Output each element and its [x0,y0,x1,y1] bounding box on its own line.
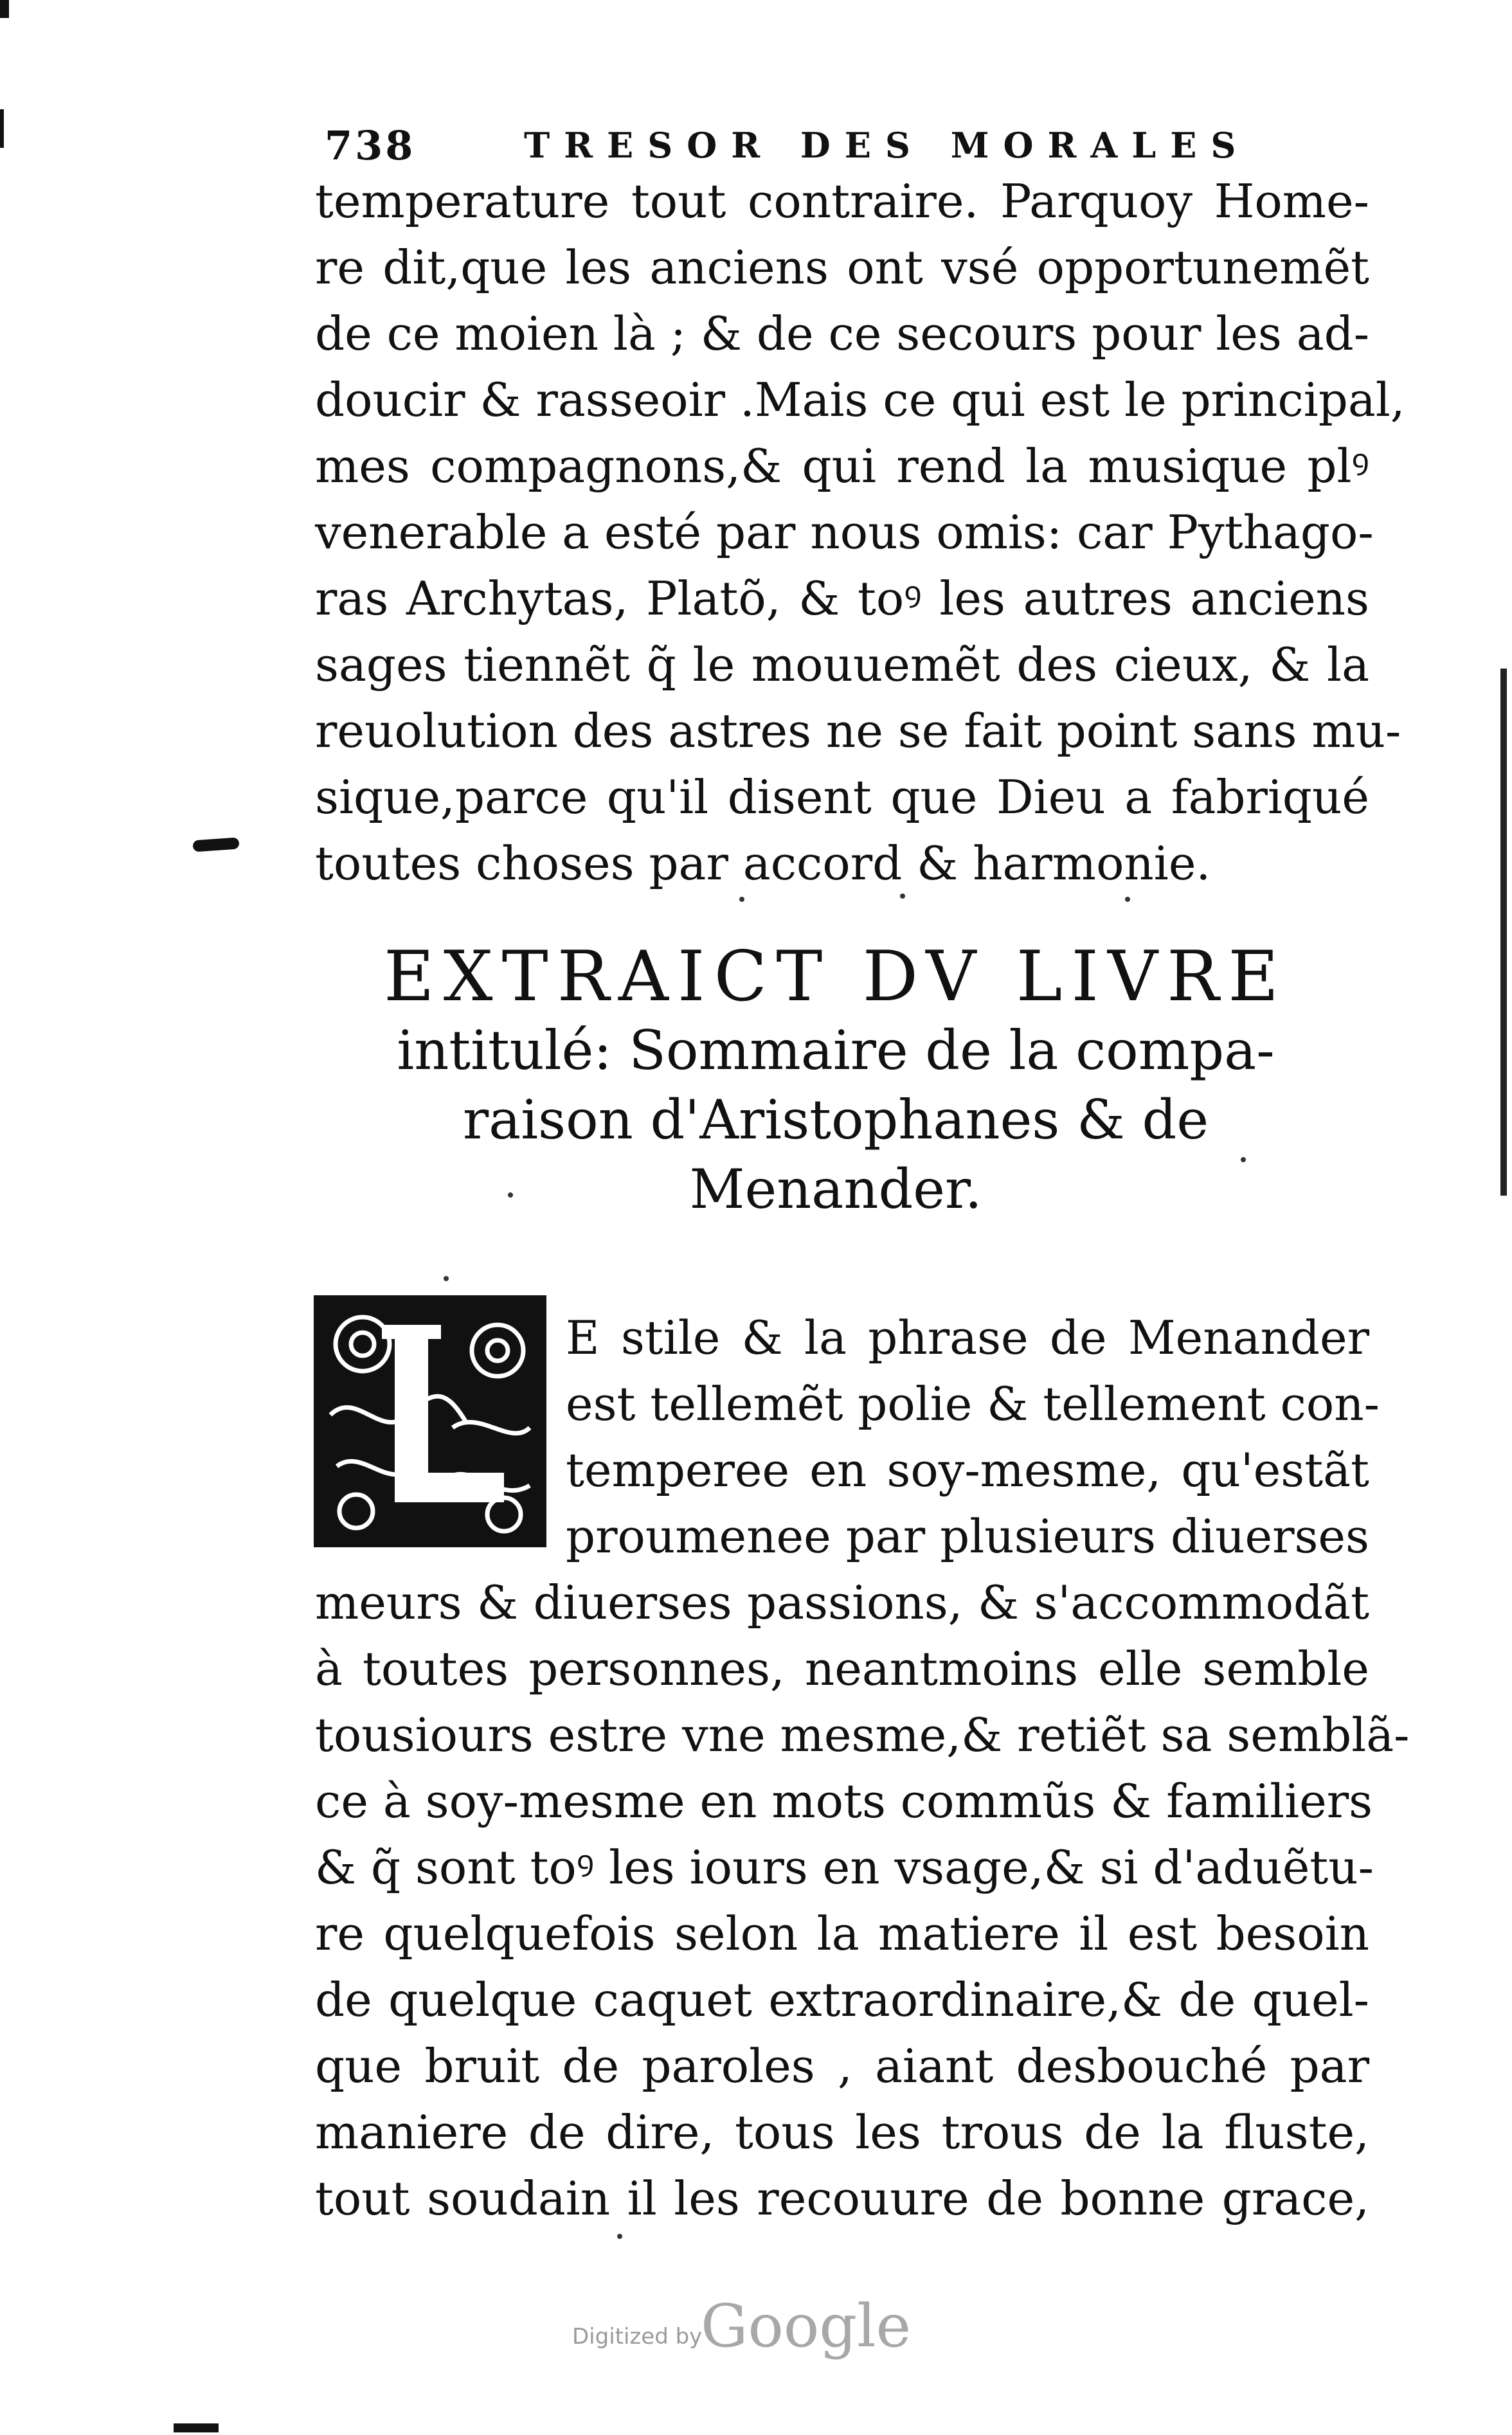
watermark-prefix: Digitized by [572,2324,703,2350]
scan-speck [1125,897,1130,902]
text-line: doucir & rasseoir .Mais ce qui est le principal, [315,373,1405,427]
text-line: ras Archytas, Platõ, & toꝰ les autres anciens [315,571,1369,625]
text-line: sages tiennẽt q̃ le mouuemẽt des cieux, & la [315,638,1369,692]
text-line: de quelque caquet extraordinaire,& de quel- [315,1973,1369,2027]
running-title: TRESOR DES MORALES [524,125,1250,166]
scan-speck [1241,1157,1246,1162]
digitization-watermark [572,2292,912,2362]
text-line: meurs & diuerses passions, & s'accommodãt [315,1576,1369,1630]
scan-edge-mark-left [0,109,4,148]
text-line: re dit,que les anciens ont vsé opportunemẽt [315,240,1369,294]
text-line: temperee en soy-mesme, qu'estãt [566,1443,1369,1497]
scan-edge-mark-bottom [174,2423,219,2432]
page-number: 738 [325,122,416,169]
heading-subtitle-line: intitulé: Sommaire de la compa- [397,1019,1275,1082]
text-line: E stile & la phrase de Menander [566,1311,1369,1365]
text-line: re quelquefois selon la matiere il est besoin [315,1907,1369,1961]
text-line: & q̃ sont toꝰ les iours en vsage,& si d'aduẽtu- [315,1840,1374,1894]
scan-edge-mark-top [0,0,9,18]
text-line: est tellemẽt polie & tellement con- [566,1377,1380,1431]
text-line: sique,parce qu'il disent que Dieu a fabriqué [315,770,1369,824]
paragraph-2-full-width [315,1570,1410,2232]
google-logo: Google [701,2292,912,2360]
heading-subtitle-line: raison d'Aristophanes & de [462,1088,1209,1151]
text-line: venerable a esté par nous omis: car Pythago- [315,505,1374,559]
text-line: de ce moien là ; & de ce secours pour les ad- [315,307,1370,361]
heading-title: EXTRAICT DV LIVRE [383,937,1288,1017]
text-line: proumenee par plusieurs diuerses [566,1509,1369,1563]
text-line: maniere de dire, tous les trous de la fluste, [315,2105,1369,2159]
text-line: à toutes personnes, neantmoins elle semble [315,1642,1369,1696]
scan-speck [444,1276,449,1281]
scan-speck [617,2234,622,2239]
paragraph-1 [315,168,1405,897]
section-heading [334,939,1337,1224]
scan-speck [739,897,744,902]
text-line: ce à soy-mesme en mots commũs & familiers [315,1774,1373,1828]
decorated-initial [314,1295,546,1547]
scan-speck [508,1192,513,1198]
text-line: temperature tout contraire. Parquoy Home- [315,174,1369,228]
paragraph-2-beside-initial [566,1305,1380,1570]
text-line: tousiours estre vne mesme,& retiẽt sa semblã- [315,1708,1410,1762]
heading-subtitle-line: Menander. [689,1158,982,1221]
margin-mark [192,838,239,852]
scan-edge-mark-right [1500,669,1507,1196]
ornament-icon [318,1299,543,1543]
scan-speck [900,894,905,899]
text-line: que bruit de paroles , aiant desbouché par [315,2039,1369,2093]
text-line: toutes choses par accord & harmonie. [315,836,1211,890]
text-line: reuolution des astres ne se fait point sans mu- [315,704,1401,758]
text-line: tout soudain il les recouure de bonne grace, [315,2171,1369,2225]
text-line: mes compagnons,& qui rend la musique plꝰ [315,439,1369,493]
